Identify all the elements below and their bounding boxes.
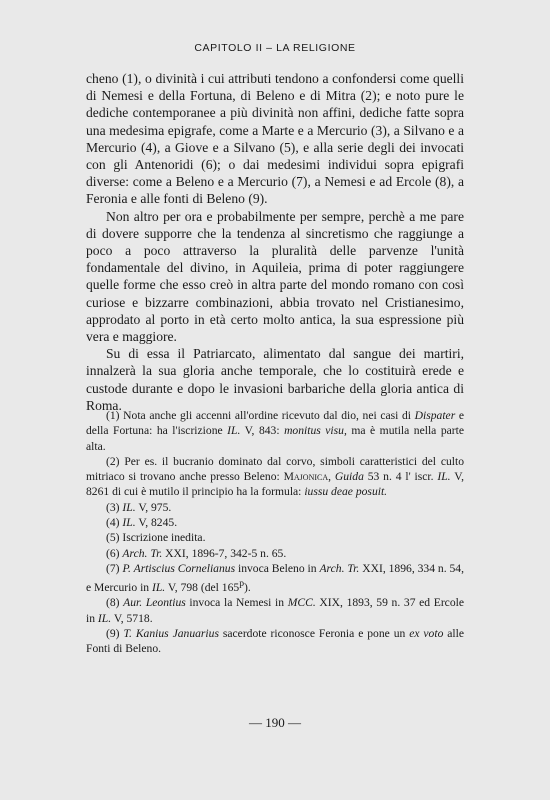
- main-text: [86, 70, 464, 414]
- footnote-1: (1) Nota anche gli accenni all'ordine ricevuto dal dio, nei casi di Dispater e della Fortuna: ha l'iscrizione IL. V, 843: monitus visu, ma è mutila nella parte alta.: [86, 409, 464, 453]
- footnote-4: (4) IL. V, 8245.: [106, 516, 178, 530]
- footnote-8: (8) Aur. Leontius invoca la Nemesi in MCC. XIX, 1893, 59 n. 37 ed Ercole in IL. V, 5718.: [86, 596, 464, 625]
- page-number: — 190 —: [249, 715, 301, 730]
- paragraph-3: Su di essa il Patriarcato, alimentato dal sangue dei martiri, innalzerà la sua gloria anche temporale, che lo costituirà erede e custode durante e dopo le invasioni barbariche della gloria antica di Roma.: [86, 346, 464, 413]
- running-header: CAPITOLO II – LA RELIGIONE: [194, 42, 356, 54]
- footnote-2: (2) Per es. il bucranio dominato dal corvo, simboli caratteristici del culto mitriaco si trovano anche presso Beleno: Majonica, Guida 53 n. 4 l' iscr. IL. V, 8261 di cui è mutilo il principio ha la formula: iussu deae posuit.: [86, 454, 464, 499]
- footnotes: [86, 408, 464, 657]
- paragraph-1: cheno (1), o divinità i cui attributi tendono a confondersi come quelli di Nemesi e della Fortuna, di Beleno e di Mitra (2); e noto pure le dediche contemporanee a più divinità non affini, dediche fatte sopra una medesima epigrafe, come a Marte e a Mercurio (3), a Silvano e a Mercurio (4), a Giove e a Silvano (5), e alla serie degli dei invocati con gli Antenoridi (6); o dai medesimi individui sopra epigrafi diverse: come a Beleno e a Mercurio (7), a Nemesi e ad Ercole (8), a Feronia e alle fonti di Beleno (9).: [86, 71, 464, 207]
- footnote-3: (3) IL. V, 975.: [106, 500, 172, 514]
- footnote-9: (9) T. Kanius Januarius sacerdote riconosce Feronia e pone un ex voto alle Fonti di Beleno.: [86, 627, 465, 656]
- footnote-6: (6) Arch. Tr. XXI, 1896-7, 342-5 n. 65.: [106, 546, 287, 560]
- footnote-5: (5) Iscrizione inedita.: [106, 531, 206, 545]
- footnote-7: (7) P. Artiscius Cornelianus invoca Beleno in Arch. Tr. XXI, 1896, 334 n. 54, e Mercurio in IL. V, 798 (del 165$^p$).: [86, 561, 465, 595]
- paragraph-2: Non altro per ora e probabilmente per sempre, perchè a me pare di dovere supporre che la tendenza al sincretismo che raggiunge a poco a poco attraverso la pluralità delle parvenze l'unità fondamentale del divino, in Aquileia, prima di poter raggiungere quelle forme che esso creò in altra parte del mondo romano con così curiose e bizzarre combinazioni, abbia trovato nel Cristianesimo, approdato al porto in età certo molto antica, la sua espressione più vera e maggiore.: [86, 208, 464, 345]
